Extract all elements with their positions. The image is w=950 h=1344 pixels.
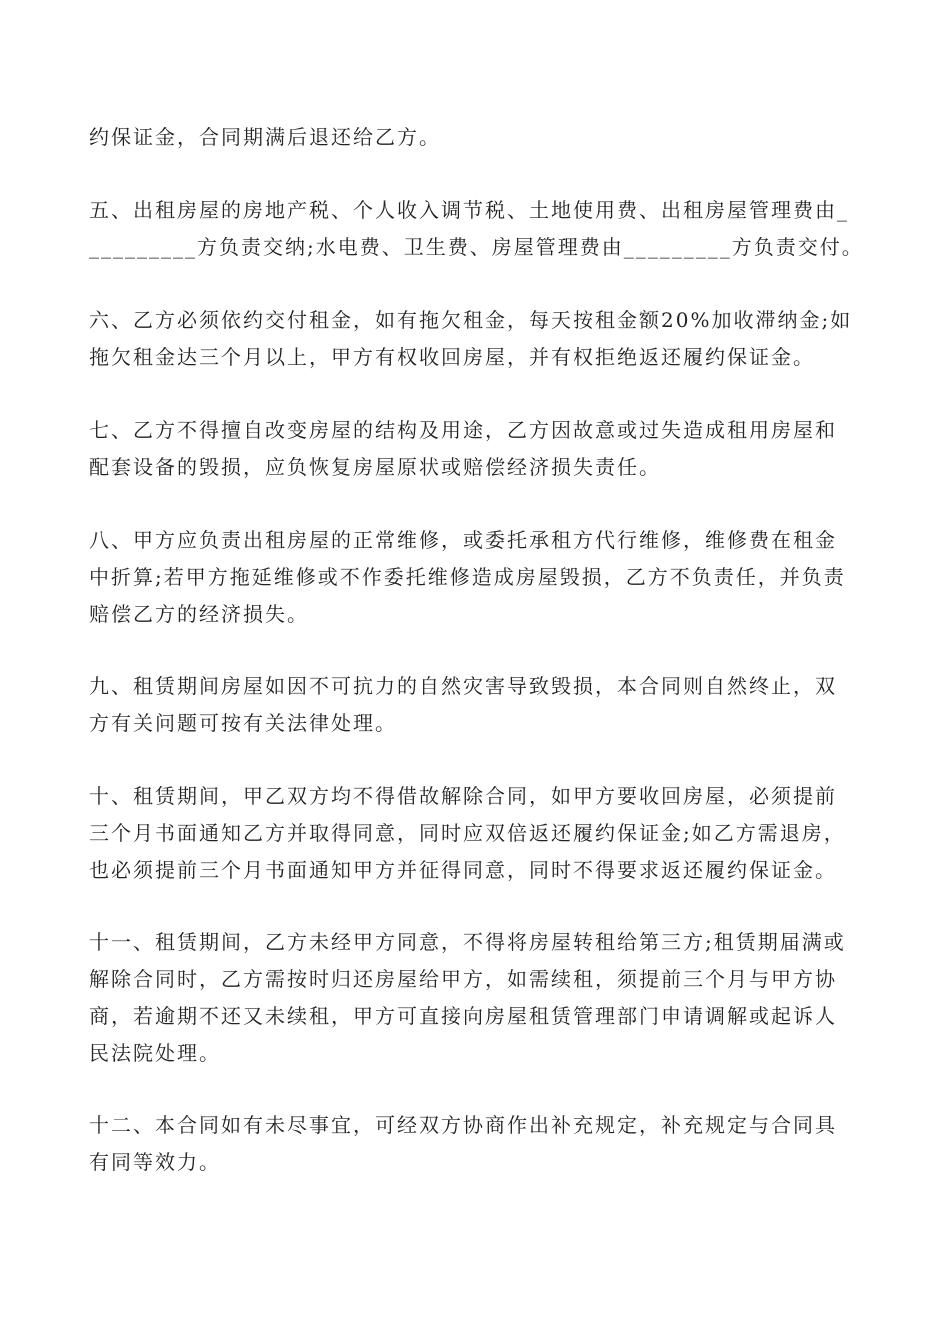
text-line: 十一、租赁期间，乙方未经甲方同意，不得将房屋转租给第三方;租赁期届满或 (89, 930, 846, 954)
text-line: 十二、本合同如有未尽事宜，可经双方协商作出补充规定，补充规定与合同具 (89, 1113, 837, 1137)
text-line: 八、甲方应负责出租房屋的正常维修，或委托承租方代行维修，维修费在租金 (89, 528, 837, 552)
paragraph-clause-five (89, 192, 864, 266)
text-line: 七、乙方不得擅自改变房屋的结构及用途，乙方因故意或过失造成租用房屋和 (89, 418, 837, 442)
paragraph-clause-six (89, 302, 864, 376)
text-line: 有同等效力。 (89, 1150, 221, 1174)
paragraph-deposit-tail (89, 119, 864, 156)
text-line: 民法院处理。 (89, 1041, 221, 1065)
text-line: 十、租赁期间，甲乙双方均不得借故解除合同，如甲方要收回房屋，必须提前 (89, 784, 837, 808)
text-line: 配套设备的毁损，应负恢复房屋原状或赔偿经济损失责任。 (89, 455, 661, 479)
text-line: _________方负责交纳;水电费、卫生费、房屋管理费由_________方负责交付。 (89, 235, 864, 259)
text-line: 也必须提前三个月书面通知甲方并征得同意，同时不得要求返还履约保证金。 (89, 858, 837, 882)
paragraph-clause-nine (89, 668, 864, 742)
text-line: 方有关问题可按有关法律处理。 (89, 711, 397, 735)
text-line: 中折算;若甲方拖延维修或不作委托维修造成房屋毁损，乙方不负责任，并负责 (89, 565, 846, 589)
text-line: 六、乙方必须依约交付租金，如有拖欠租金，每天按租金额20%加收滞纳金;如 (89, 308, 853, 332)
paragraph-clause-eight (89, 522, 864, 633)
paragraph-clause-seven (89, 412, 864, 486)
text-line: 商，若逾期不还又未续租，甲方可直接向房屋租赁管理部门申请调解或起诉人 (89, 1004, 837, 1028)
text-line: 三个月书面通知乙方并取得同意，同时应双倍返还履约保证金;如乙方需退房， (89, 821, 846, 845)
text-line: 赔偿乙方的经济损失。 (89, 602, 309, 626)
text-line: 约保证金，合同期满后退还给乙方。 (89, 125, 441, 149)
paragraph-clause-ten (89, 778, 864, 889)
text-line: 九、租赁期间房屋如因不可抗力的自然灾害导致毁损，本合同则自然终止，双 (89, 674, 837, 698)
paragraph-clause-eleven (89, 924, 864, 1072)
text-line: 拖欠租金达三个月以上，甲方有权收回房屋，并有权拒绝返还履约保证金。 (89, 345, 815, 369)
text-line: 五、出租房屋的房地产税、个人收入调节税、土地使用费、出租房屋管理费由_ (89, 198, 849, 222)
text-line: 解除合同时，乙方需按时归还房屋给甲方，如需续租，须提前三个月与甲方协 (89, 967, 837, 991)
paragraph-clause-twelve (89, 1107, 864, 1181)
